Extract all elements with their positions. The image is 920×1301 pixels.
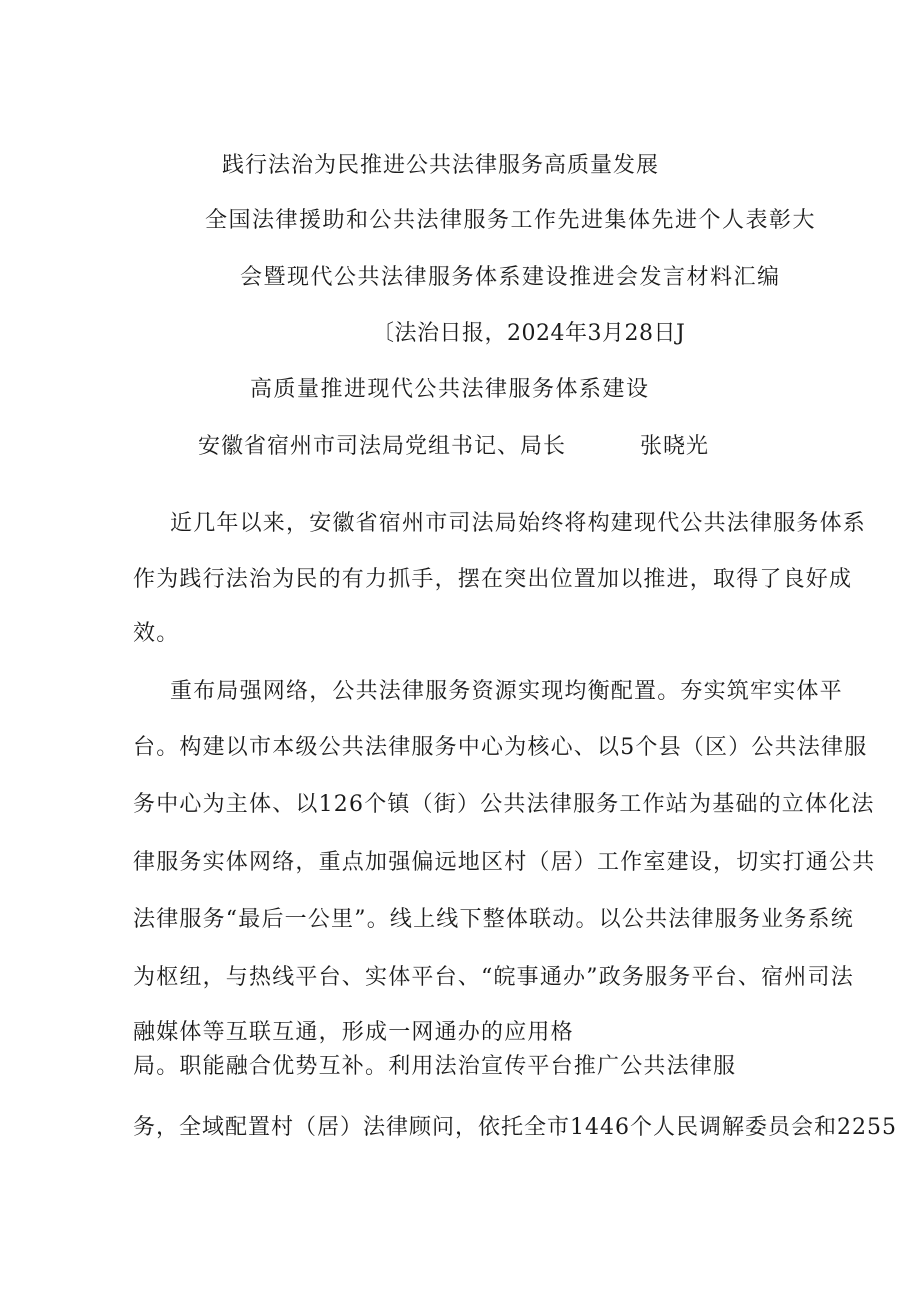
paragraph-line: 务，全域配置村（居）法律顾问，依托全市1446个人民调解委员会和2255 bbox=[133, 1115, 897, 1140]
paragraph-line: 为枢纽，与热线平台、实体平台、“皖事通办”政务服务平台、宿州司法 bbox=[133, 965, 854, 990]
paragraph-line: 融媒体等互联互通，形成一网通办的应用格 bbox=[133, 1020, 574, 1045]
article-subtitle: 高质量推进现代公共法律服务体系建设 bbox=[250, 377, 650, 402]
paragraph-line: 律服务实体网络，重点加强偏远地区村（居）工作室建设，切实打通公共 bbox=[133, 850, 876, 875]
paragraph-line: 务中心为主体、以126个镇（街）公共法律服务工作站为基础的立体化法 bbox=[133, 792, 875, 817]
document-title-line-2: 全国法律援助和公共法律服务工作先进集体先进个人表彰大 bbox=[205, 208, 817, 233]
paragraph-line: 近几年以来，安徽省宿州市司法局始终将构建现代公共法律服务体系 bbox=[170, 511, 867, 536]
paragraph-line: 效。 bbox=[133, 621, 180, 646]
author-name: 张晓光 bbox=[640, 434, 710, 459]
document-title-line-3: 会暨现代公共法律服务体系建设推进会发言材料汇编 bbox=[240, 265, 781, 290]
document-title-line-1: 践行法治为民推进公共法律服务高质量发展 bbox=[222, 153, 660, 178]
paragraph-line: 法律服务“最后一公里”。线上线下整体联动。以公共法律服务业务系统 bbox=[133, 907, 854, 932]
author-role: 安徽省宿州市司法局党组书记、局长 bbox=[198, 434, 567, 459]
paragraph-line: 作为践行法治为民的有力抓手，摆在突出位置加以推进，取得了良好成 bbox=[133, 567, 853, 592]
source-note: 〔法治日报，2024年3月28日J bbox=[372, 321, 686, 346]
paragraph-line: 局。职能融合优势互补。利用法治宣传平台推广公共法律服 bbox=[133, 1054, 737, 1079]
paragraph-line: 重布局强网络，公共法律服务资源实现均衡配置。夯实筑牢实体平 bbox=[170, 679, 843, 704]
paragraph-line: 台。构建以市本级公共法律服务中心为核心、以5个县（区）公共法律服 bbox=[133, 735, 868, 760]
